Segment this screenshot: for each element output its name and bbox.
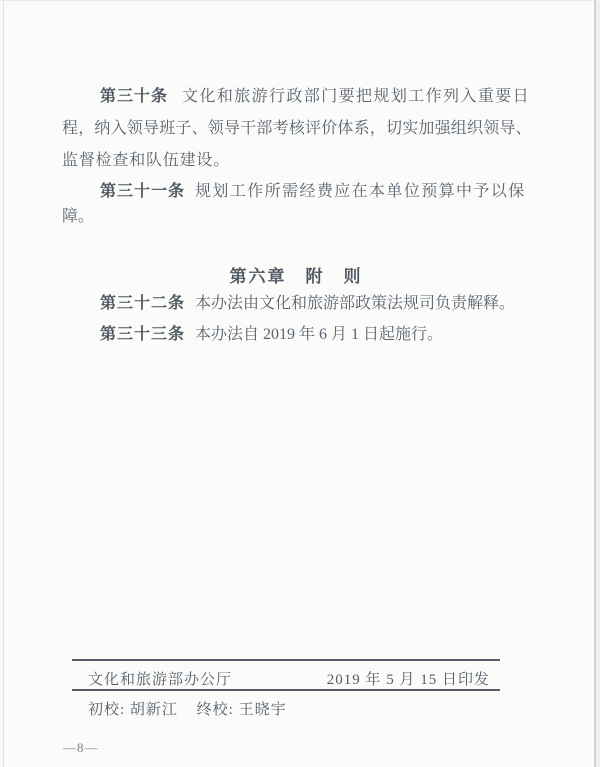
article-30-text-1: 文化和旅游行政部门要把规划工作列入重要日 (182, 88, 531, 105)
article-33-line (100, 324, 443, 346)
article-32-term: 第三十二条 (100, 295, 186, 312)
footer-issuer: 文化和旅游部办公厅 (88, 672, 233, 688)
article-31-line-1 (100, 181, 526, 203)
footer-rule-bottom (72, 689, 500, 691)
final-proofreader: 终校: 王晓宇 (196, 702, 287, 718)
article-31-text-1: 规划工作所需经费应在本单位预算中予以保 (195, 183, 526, 200)
article-31-term: 第三十一条 (100, 183, 186, 200)
article-30-term: 第三十条 (100, 88, 169, 105)
article-30-line-3: 监督检查和队伍建设。 (62, 152, 231, 169)
scan-edge-left (3, 0, 4, 767)
article-32-text: 本办法由文化和旅游部政策法规司负责解释。 (195, 295, 516, 312)
footer-print-date: 2019 年 5 月 15 日印发 (326, 672, 490, 688)
scan-edge-right-strip (596, 0, 600, 767)
scan-edge-top (0, 0, 600, 1)
article-32-line (100, 293, 515, 315)
footer-rule-top (72, 659, 500, 661)
article-33-term: 第三十三条 (100, 326, 186, 343)
chapter-6-heading: 第六章 附 则 (229, 267, 363, 286)
page-number: —8— (63, 740, 99, 755)
article-31-line-2: 障。 (62, 208, 95, 225)
article-33-text: 本办法自 2019 年 6 月 1 日起施行。 (195, 326, 444, 343)
article-30-line-1 (100, 86, 530, 108)
article-30-line-2: 程，纳入领导班子、领导干部考核评价体系，切实加强组织领导、 (62, 120, 532, 137)
proofreaders-row (88, 698, 287, 719)
footer-issuer-row (88, 668, 490, 689)
first-proofreader: 初校: 胡新江 (88, 702, 178, 718)
